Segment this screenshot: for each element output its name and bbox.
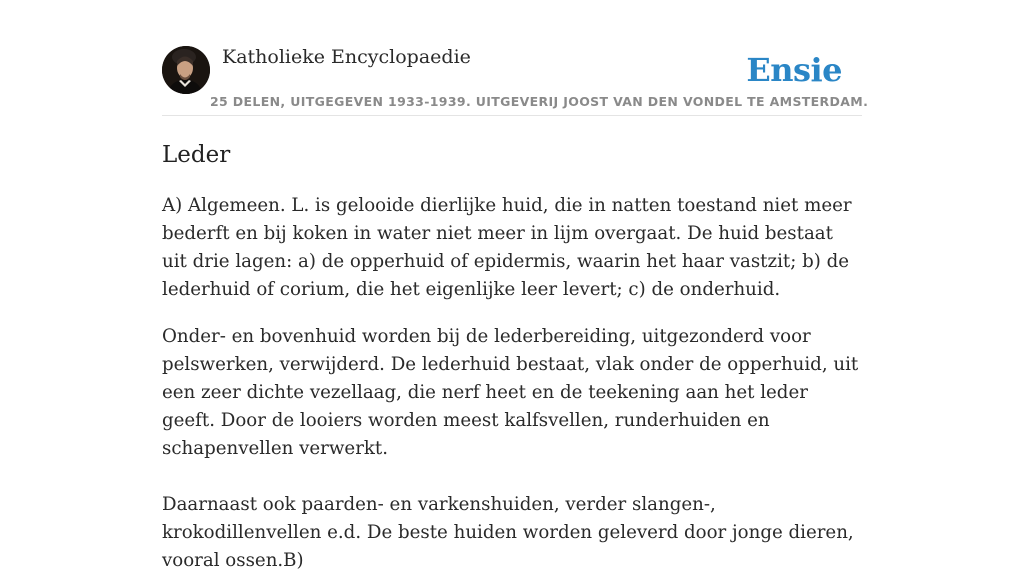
site-subtitle: 25 DELEN, UITGEGEVEN 1933-1939. UITGEVERIJ JOOST VAN DEN VONDEL TE AMSTERDAM. [210,94,869,109]
page [162,0,869,575]
site-title[interactable]: Katholieke Encyclopaedie [222,46,471,68]
article-paragraph-3: Daarnaast ook paarden- en varkenshuiden, verder slangen-, krokodillenvellen e.d. De beste huiden worden geleverd door jonge dieren, vooral ossen.B) [162,494,854,571]
site-avatar[interactable] [162,46,210,94]
article-paragraph-1: A) Algemeen. L. is gelooide dierlijke huid, die in natten toestand niet meer bederft en bij koken in water niet meer in lijm overgaat. De huid bestaat uit drie lagen: a) de opperhuid of epidermis, waarin het haar vastzit; b) de lederhuid of corium, die het eigenlijke leer levert; c) de onderhuid. [162,195,852,300]
brand-logo[interactable]: Ensie [746,51,842,89]
portrait-icon [162,46,210,94]
article-paragraph-2: Onder- en bovenhuid worden bij de lederbereiding, uitgezonderd voor pelswerken, verwijderd. De lederhuid bestaat, vlak onder de opperhuid, uit een zeer dichte vezellaag, die nerf heet en de teekening aan het leder geeft. Door de looiers worden meest kalfsvellen, runderhuiden en schapenvellen verwerkt. [162,326,859,459]
article-title: Leder [162,142,231,168]
site-header [162,0,869,116]
